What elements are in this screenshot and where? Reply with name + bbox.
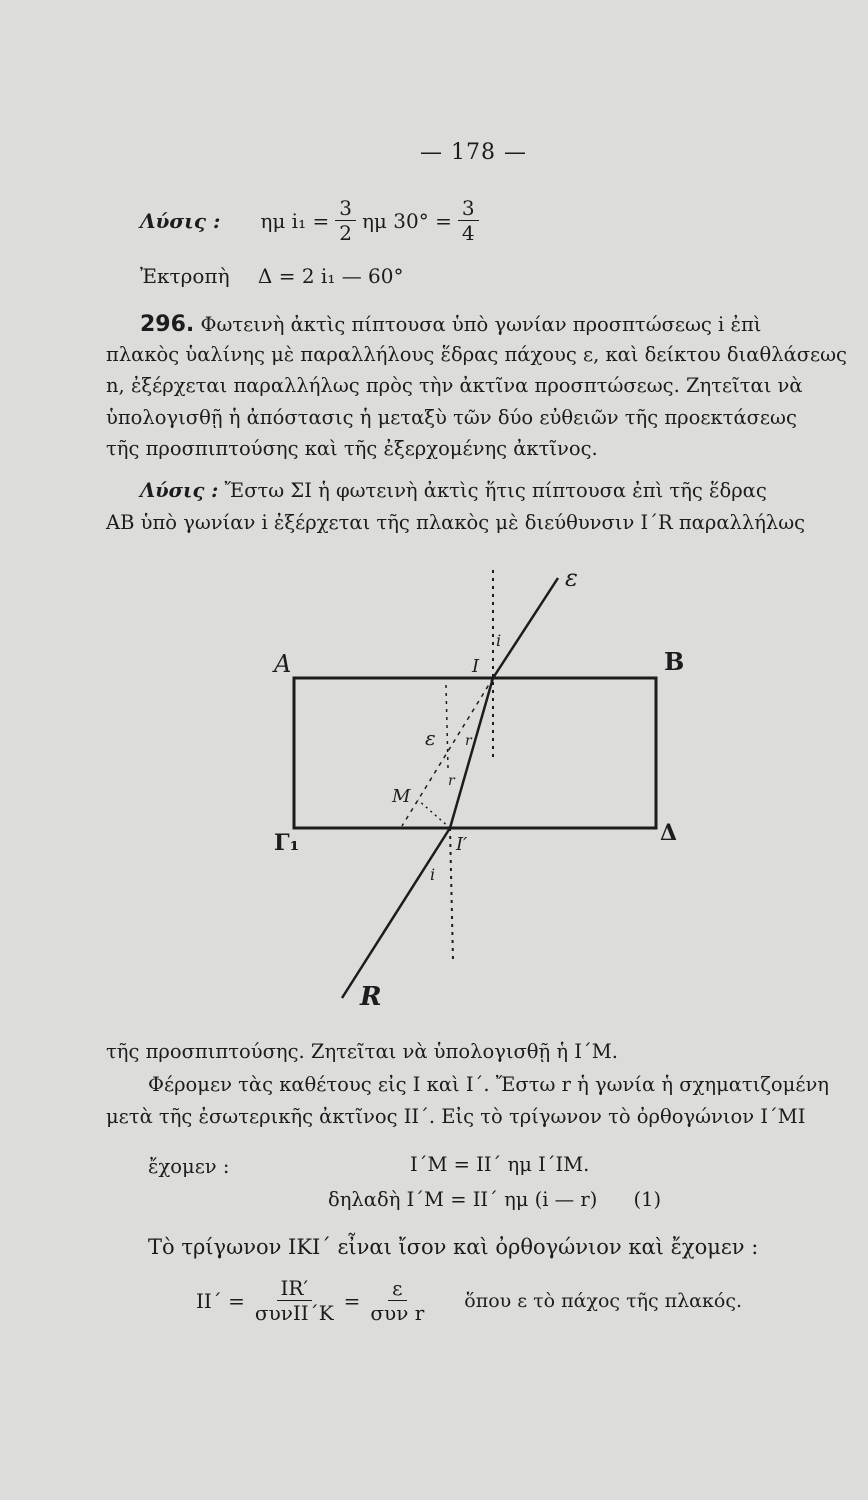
equation-1: Ι΄Μ = ΙΙ΄ ημ Ι΄ΙΜ. xyxy=(410,1153,590,1176)
fraction-3-4 xyxy=(458,198,479,243)
deflection-line xyxy=(140,264,404,288)
normal-at-I-prime xyxy=(450,828,453,960)
continuation-line-3: μετὰ τῆς ἐσωτερικῆς ἀκτῖνος ΙΙ΄. Εἰς τὸ τρίγωνον τὸ ὀρθογώνιον Ι΄ΜΙ xyxy=(106,1105,806,1128)
equation-2 xyxy=(328,1188,661,1211)
label-Delta: Δ xyxy=(660,820,678,846)
perpendicular-IM xyxy=(418,800,450,828)
problem-line-5: τῆς προσπιπτούσης καὶ τῆς ἐξερχομένης ἀκτῖνος. xyxy=(106,437,598,460)
echomen-label: ἔχομεν : xyxy=(148,1155,230,1178)
final-equals: = xyxy=(343,1288,361,1313)
label-epsilon-ray: ε xyxy=(565,564,578,592)
continuation-line-4: Τὸ τρίγωνον ΙΚΙ΄ εἶναι ἴσον καὶ ὀρθογώνιον καὶ ἔχομεν : xyxy=(148,1235,759,1259)
label-r-lower: r xyxy=(448,773,455,789)
fraction-denominator: συν r xyxy=(370,1301,425,1325)
label-I-prime: Ι′ xyxy=(456,834,468,855)
final-note: ὅπου ε τὸ πάχος τῆς πλακός. xyxy=(464,1289,743,1312)
refracted-ray xyxy=(450,678,493,828)
label-i-top: i xyxy=(496,631,502,650)
solution-2-line-1 xyxy=(140,479,767,502)
problem-line-2: πλακὸς ὑαλίνης μὲ παραλλήλους ἕδρας πάχους ε, καὶ δείκτου διαθλάσεως xyxy=(106,343,847,366)
label-A: A xyxy=(274,650,292,678)
equation-number: (1) xyxy=(633,1188,662,1211)
glass-plate xyxy=(294,678,656,828)
label-r-upper: r xyxy=(465,733,472,749)
formula-mid: ημ 30° = xyxy=(361,208,452,233)
refraction-diagram xyxy=(250,550,710,1020)
label-M: M xyxy=(392,786,411,807)
incident-extension xyxy=(402,678,493,826)
solution-1-line xyxy=(140,198,485,243)
solution-2-line-2: ΑΒ ὑπὸ γωνίαν i ἐξέρχεται τῆς πλακὸς μὲ διεύθυνσιν Ι΄R παραλλήλως xyxy=(106,511,806,534)
equation-2-prefix: δηλαδὴ xyxy=(328,1188,401,1211)
label-Gamma: Γ₁ xyxy=(274,830,300,856)
solution-label: Λύσις : xyxy=(140,479,219,502)
problem-number: 296. xyxy=(140,312,195,337)
fraction-3-2 xyxy=(335,198,356,243)
emerging-ray xyxy=(342,828,450,998)
deflection-label: Ἐκτροπὴ xyxy=(140,264,230,288)
label-I: Ι xyxy=(472,656,480,677)
solution-label: Λύσις : xyxy=(140,208,221,233)
label-B: B xyxy=(664,647,685,676)
fraction-numerator: 3 xyxy=(335,198,356,221)
fraction-numerator: ΙR′ xyxy=(277,1278,313,1301)
solution-text: Ἔστω ΣΙ ἡ φωτεινὴ ἀκτὶς ἥτις πίπτουσα ἐπὶ τῆς ἕδρας xyxy=(224,479,767,502)
problem-text: Φωτεινὴ ἀκτὶς πίπτουσα ὑπὸ γωνίαν προσπτώσεως i ἐπὶ xyxy=(200,313,762,336)
fraction-denominator: συνΙΙ΄Κ xyxy=(254,1301,334,1325)
problem-line-1 xyxy=(140,312,761,337)
final-equation xyxy=(196,1278,742,1323)
problem-line-4: ὑπολογισθῇ ἡ ἀπόστασις ἡ μεταξὺ τῶν δύο εὐθειῶν τῆς προεκτάσεως xyxy=(106,406,797,429)
page-number: — 178 — xyxy=(420,140,527,165)
incident-ray xyxy=(493,578,558,678)
continuation-line-2: Φέρομεν τὰς καθέτους εἰς Ι καὶ Ι΄. Ἔστω r ἡ γωνία ἡ σχηματιζομένη xyxy=(148,1073,829,1096)
fraction-IR-over-cos xyxy=(251,1278,338,1323)
fraction-numerator: 3 xyxy=(458,198,479,221)
fraction-denominator: 2 xyxy=(339,221,352,245)
continuation-line-1: τῆς προσπιπτούσης. Ζητεῖται νὰ ὑπολογισθῇ ἡ Ι΄Μ. xyxy=(106,1040,618,1063)
fraction-denominator: 4 xyxy=(461,221,475,245)
label-e-thickness: ε xyxy=(425,726,436,750)
label-i-bottom: i xyxy=(430,865,436,884)
thickness-guide xyxy=(446,685,448,768)
deflection-formula: Δ = 2 i₁ — 60° xyxy=(257,264,404,288)
formula-lhs: ημ i₁ = xyxy=(260,208,330,233)
fraction-numerator: ε xyxy=(388,1278,406,1301)
problem-line-3: n, ἐξέρχεται παραλλήλως πρὸς τὴν ἀκτῖνα προσπτώσεως. Ζητεῖται νὰ xyxy=(106,374,803,397)
fraction-e-over-cosr xyxy=(366,1278,428,1323)
equation-2-body: Ι΄Μ = ΙΙ΄ ημ (i — r) xyxy=(406,1188,598,1211)
label-R: R xyxy=(360,982,382,1012)
final-lhs: ΙΙ΄ = xyxy=(196,1288,245,1313)
